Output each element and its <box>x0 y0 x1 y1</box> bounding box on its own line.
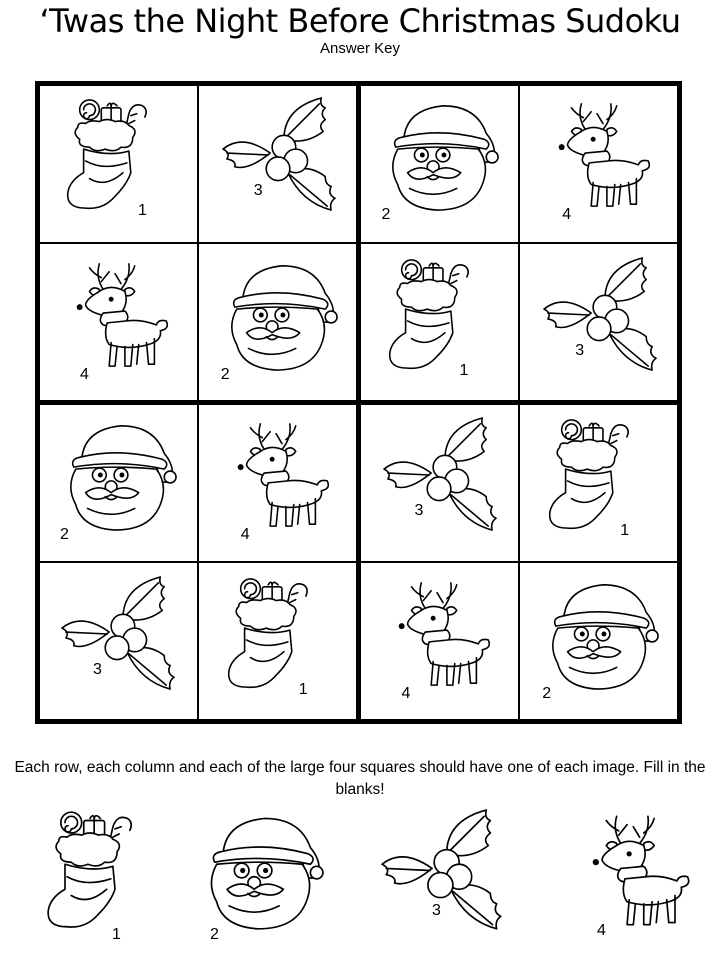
cell-number: 3 <box>253 182 263 199</box>
legend-number: 4 <box>597 922 606 939</box>
page-subtitle: Answer Key <box>319 40 401 57</box>
cell-number: 4 <box>80 365 89 383</box>
legend-item <box>575 808 720 968</box>
santa-icon <box>60 416 178 534</box>
reindeer-icon <box>60 256 178 374</box>
holly-icon <box>221 96 339 214</box>
grid-cell <box>519 562 680 722</box>
stocking-icon <box>221 575 339 693</box>
page-title: ‘Twas the Night Before Christmas Sudoku <box>39 2 681 40</box>
grid-cell <box>359 562 520 722</box>
grid-cell <box>519 403 680 563</box>
cell-number: 2 <box>542 685 552 703</box>
stocking-icon <box>382 256 500 374</box>
stocking-icon <box>40 808 165 933</box>
grid-cell <box>359 403 520 563</box>
legend-number: 3 <box>432 902 441 919</box>
stocking-icon <box>542 416 660 534</box>
grid-cell <box>198 562 359 722</box>
reindeer-icon <box>575 808 700 933</box>
reindeer-icon <box>382 575 500 693</box>
grid-divider-horizontal <box>35 400 682 405</box>
grid-cell <box>37 562 198 722</box>
cell-number: 3 <box>575 341 585 359</box>
cell-number: 2 <box>60 525 69 543</box>
stocking-icon <box>60 96 178 214</box>
grid-cell <box>198 83 359 243</box>
reindeer-icon <box>542 96 660 214</box>
legend-number: 1 <box>112 926 121 943</box>
cell-number: 4 <box>240 525 250 543</box>
grid-cell <box>37 83 198 243</box>
holly-icon <box>380 808 505 933</box>
santa-icon <box>542 575 660 693</box>
grid-cell <box>359 243 520 403</box>
santa-icon <box>200 808 325 933</box>
instructions-text: Each row, each column and each of the large four squares should have one of each image. Fill in the blanks! <box>14 759 706 798</box>
legend-item <box>200 808 370 968</box>
legend-item <box>380 808 550 968</box>
grid-cell <box>198 403 359 563</box>
grid-cell <box>37 403 198 563</box>
cell-number: 4 <box>401 685 411 703</box>
cell-number: 3 <box>414 501 424 519</box>
cell-number: 2 <box>220 365 230 383</box>
cell-number: 3 <box>93 661 102 679</box>
legend-item <box>40 808 210 968</box>
grid-cell <box>519 83 680 243</box>
grid-cell <box>198 243 359 403</box>
grid-cell <box>359 83 520 243</box>
cell-number: 1 <box>138 202 147 219</box>
holly-icon <box>60 575 178 693</box>
cell-number: 1 <box>459 361 469 379</box>
grid-cell <box>37 243 198 403</box>
reindeer-icon <box>221 416 339 534</box>
holly-icon <box>542 256 660 374</box>
cell-number: 1 <box>298 681 308 699</box>
grid-cell <box>519 243 680 403</box>
legend-number: 2 <box>210 926 219 943</box>
cell-number: 4 <box>562 206 572 223</box>
santa-icon <box>382 96 500 214</box>
santa-icon <box>221 256 339 374</box>
cell-number: 1 <box>620 521 630 539</box>
cell-number: 2 <box>381 206 391 223</box>
holly-icon <box>382 416 500 534</box>
